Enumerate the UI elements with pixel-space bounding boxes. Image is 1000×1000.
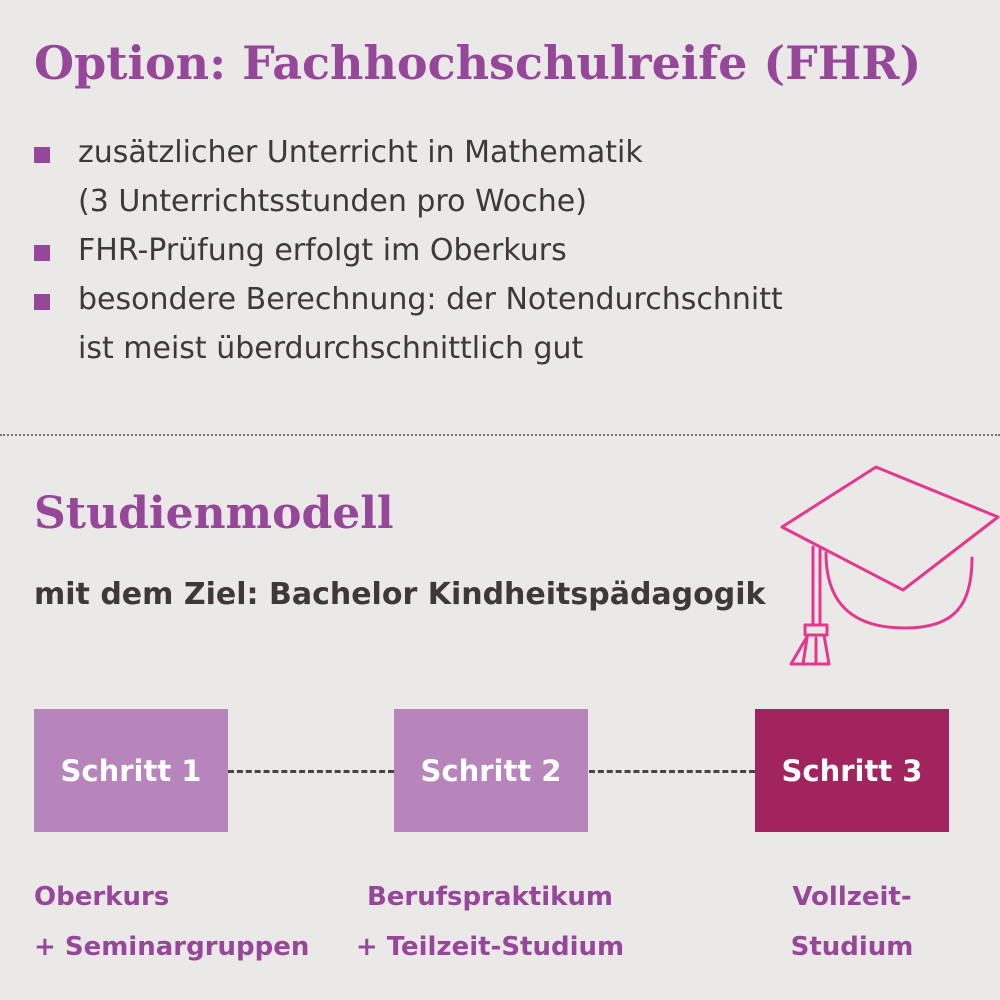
step-description-line: + Seminargruppen <box>34 932 310 962</box>
bullet-line: zusätzlicher Unterricht in Mathematik <box>78 135 643 170</box>
bullet-item <box>34 275 974 373</box>
square-bullet-icon <box>34 294 50 310</box>
square-bullet-icon <box>34 245 50 261</box>
dotted-divider <box>0 434 1000 436</box>
step-3-box <box>755 709 949 832</box>
step-2-box <box>394 709 588 832</box>
bullet-line: FHR-Prüfung erfolgt im Oberkurs <box>78 233 567 268</box>
step-description-line: Studium <box>790 932 914 962</box>
bullet-item <box>34 128 974 226</box>
step-2-description <box>335 872 645 972</box>
square-bullet-icon <box>34 147 50 163</box>
step-connector <box>228 770 394 773</box>
step-label: Schritt 3 <box>781 753 923 788</box>
bullet-line: besondere Berechnung: der Notendurchschnitt <box>78 282 783 317</box>
bullet-line: ist meist überdurchschnittlich gut <box>78 331 584 366</box>
step-3-description <box>755 872 949 972</box>
option-title: Option: Fachhochschulreife (FHR) <box>34 36 922 90</box>
step-description-line: + Teilzeit-Studium <box>355 932 625 962</box>
bullet-item <box>34 226 974 275</box>
option-bullet-list <box>34 128 974 373</box>
step-label: Schritt 1 <box>60 753 202 788</box>
step-1-box <box>34 709 228 832</box>
step-connector <box>589 770 755 773</box>
step-1-description <box>34 872 309 972</box>
studienmodell-title: Studienmodell <box>34 488 394 539</box>
step-description-line: Oberkurs <box>34 882 170 912</box>
graduation-cap-icon <box>770 460 1000 675</box>
studienmodell-subtitle: mit dem Ziel: Bachelor Kindheitspädagogik <box>34 577 766 612</box>
step-description-line: Berufspraktikum <box>366 882 614 912</box>
step-description-line: Vollzeit- <box>792 882 912 912</box>
step-label: Schritt 2 <box>420 753 562 788</box>
bullet-line: (3 Unterrichtsstunden pro Woche) <box>78 184 587 219</box>
